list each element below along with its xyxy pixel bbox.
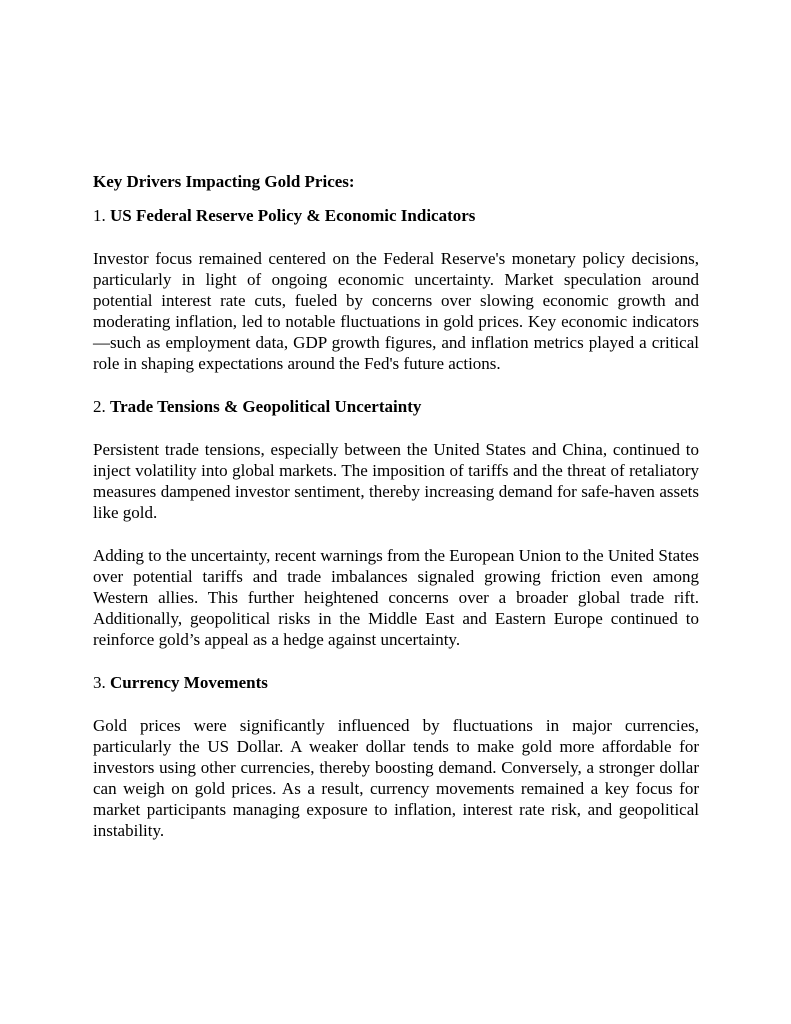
section-3-paragraph	[93, 715, 699, 841]
section-3-title: Currency Movements	[110, 673, 268, 692]
section-2-title: Trade Tensions & Geopolitical Uncertainty	[110, 397, 422, 416]
section-1-text-part-1: Investor focus remained centered on the Federal Reserve's monetary policy decisions	[93, 249, 695, 268]
section-1-title: US Federal Reserve Policy & Economic Indicators	[110, 206, 476, 225]
section-1-text-part-3: , GDP growth figures	[283, 333, 433, 352]
section-1-text-part-4: , and inflation metrics played a critical role in shaping expectations around the Fed's future actions.	[93, 333, 699, 373]
section-2-paragraph-1: Persistent trade tensions, especially between the United States and China, continued to inject volatility into global markets. The imposition of tariffs and the threat of retaliatory measures dampened investor sentiment, thereby increasing demand for safe-haven assets like gold.	[93, 440, 699, 522]
section-3-number: 3.	[93, 673, 106, 692]
document-title: Key Drivers Impacting Gold Prices:	[93, 172, 355, 191]
section-2-number: 2.	[93, 397, 106, 416]
document-body	[93, 171, 699, 863]
section-3-heading	[93, 672, 699, 693]
section-1-heading	[93, 205, 699, 226]
section-1-paragraph	[93, 248, 699, 374]
section-2-paragraph-2: Adding to the uncertainty, recent warnings from the European Union to the United States over potential tariffs and trade imbalances signaled growing friction even among Western allies. This further heightened concerns over a broader global trade rift. Additionally, geopolitical risks in the Middle East and Eastern Europe continued to reinforce gold’s appeal as a hedge against uncertainty.	[93, 546, 700, 649]
section-2-heading	[93, 396, 699, 417]
section-3-text-part-1: Gold prices were significantly influenced by fluctuations in major currencies, particularly the US Dollar	[93, 716, 699, 756]
section-1-text-part-2: , particularly in light of ongoing economic uncertainty. Market speculation around potential interest rate cuts, fueled by concerns over slowing economic growth and moderating inflation, led to notable fluctuations in gold prices. Key economic indicators—such as employment data	[93, 249, 699, 352]
section-1-number: 1.	[93, 206, 106, 225]
section-3-text-part-2: . A weaker dollar tends to make gold more affordable for investors using other currencies, thereby boosting demand. Conversely, a stronger dollar can weigh on gold prices. As a result, currency movements remained a key focus for market participants managing exposure to inflation, interest rate risk, and geopolitical instability.	[93, 737, 699, 840]
